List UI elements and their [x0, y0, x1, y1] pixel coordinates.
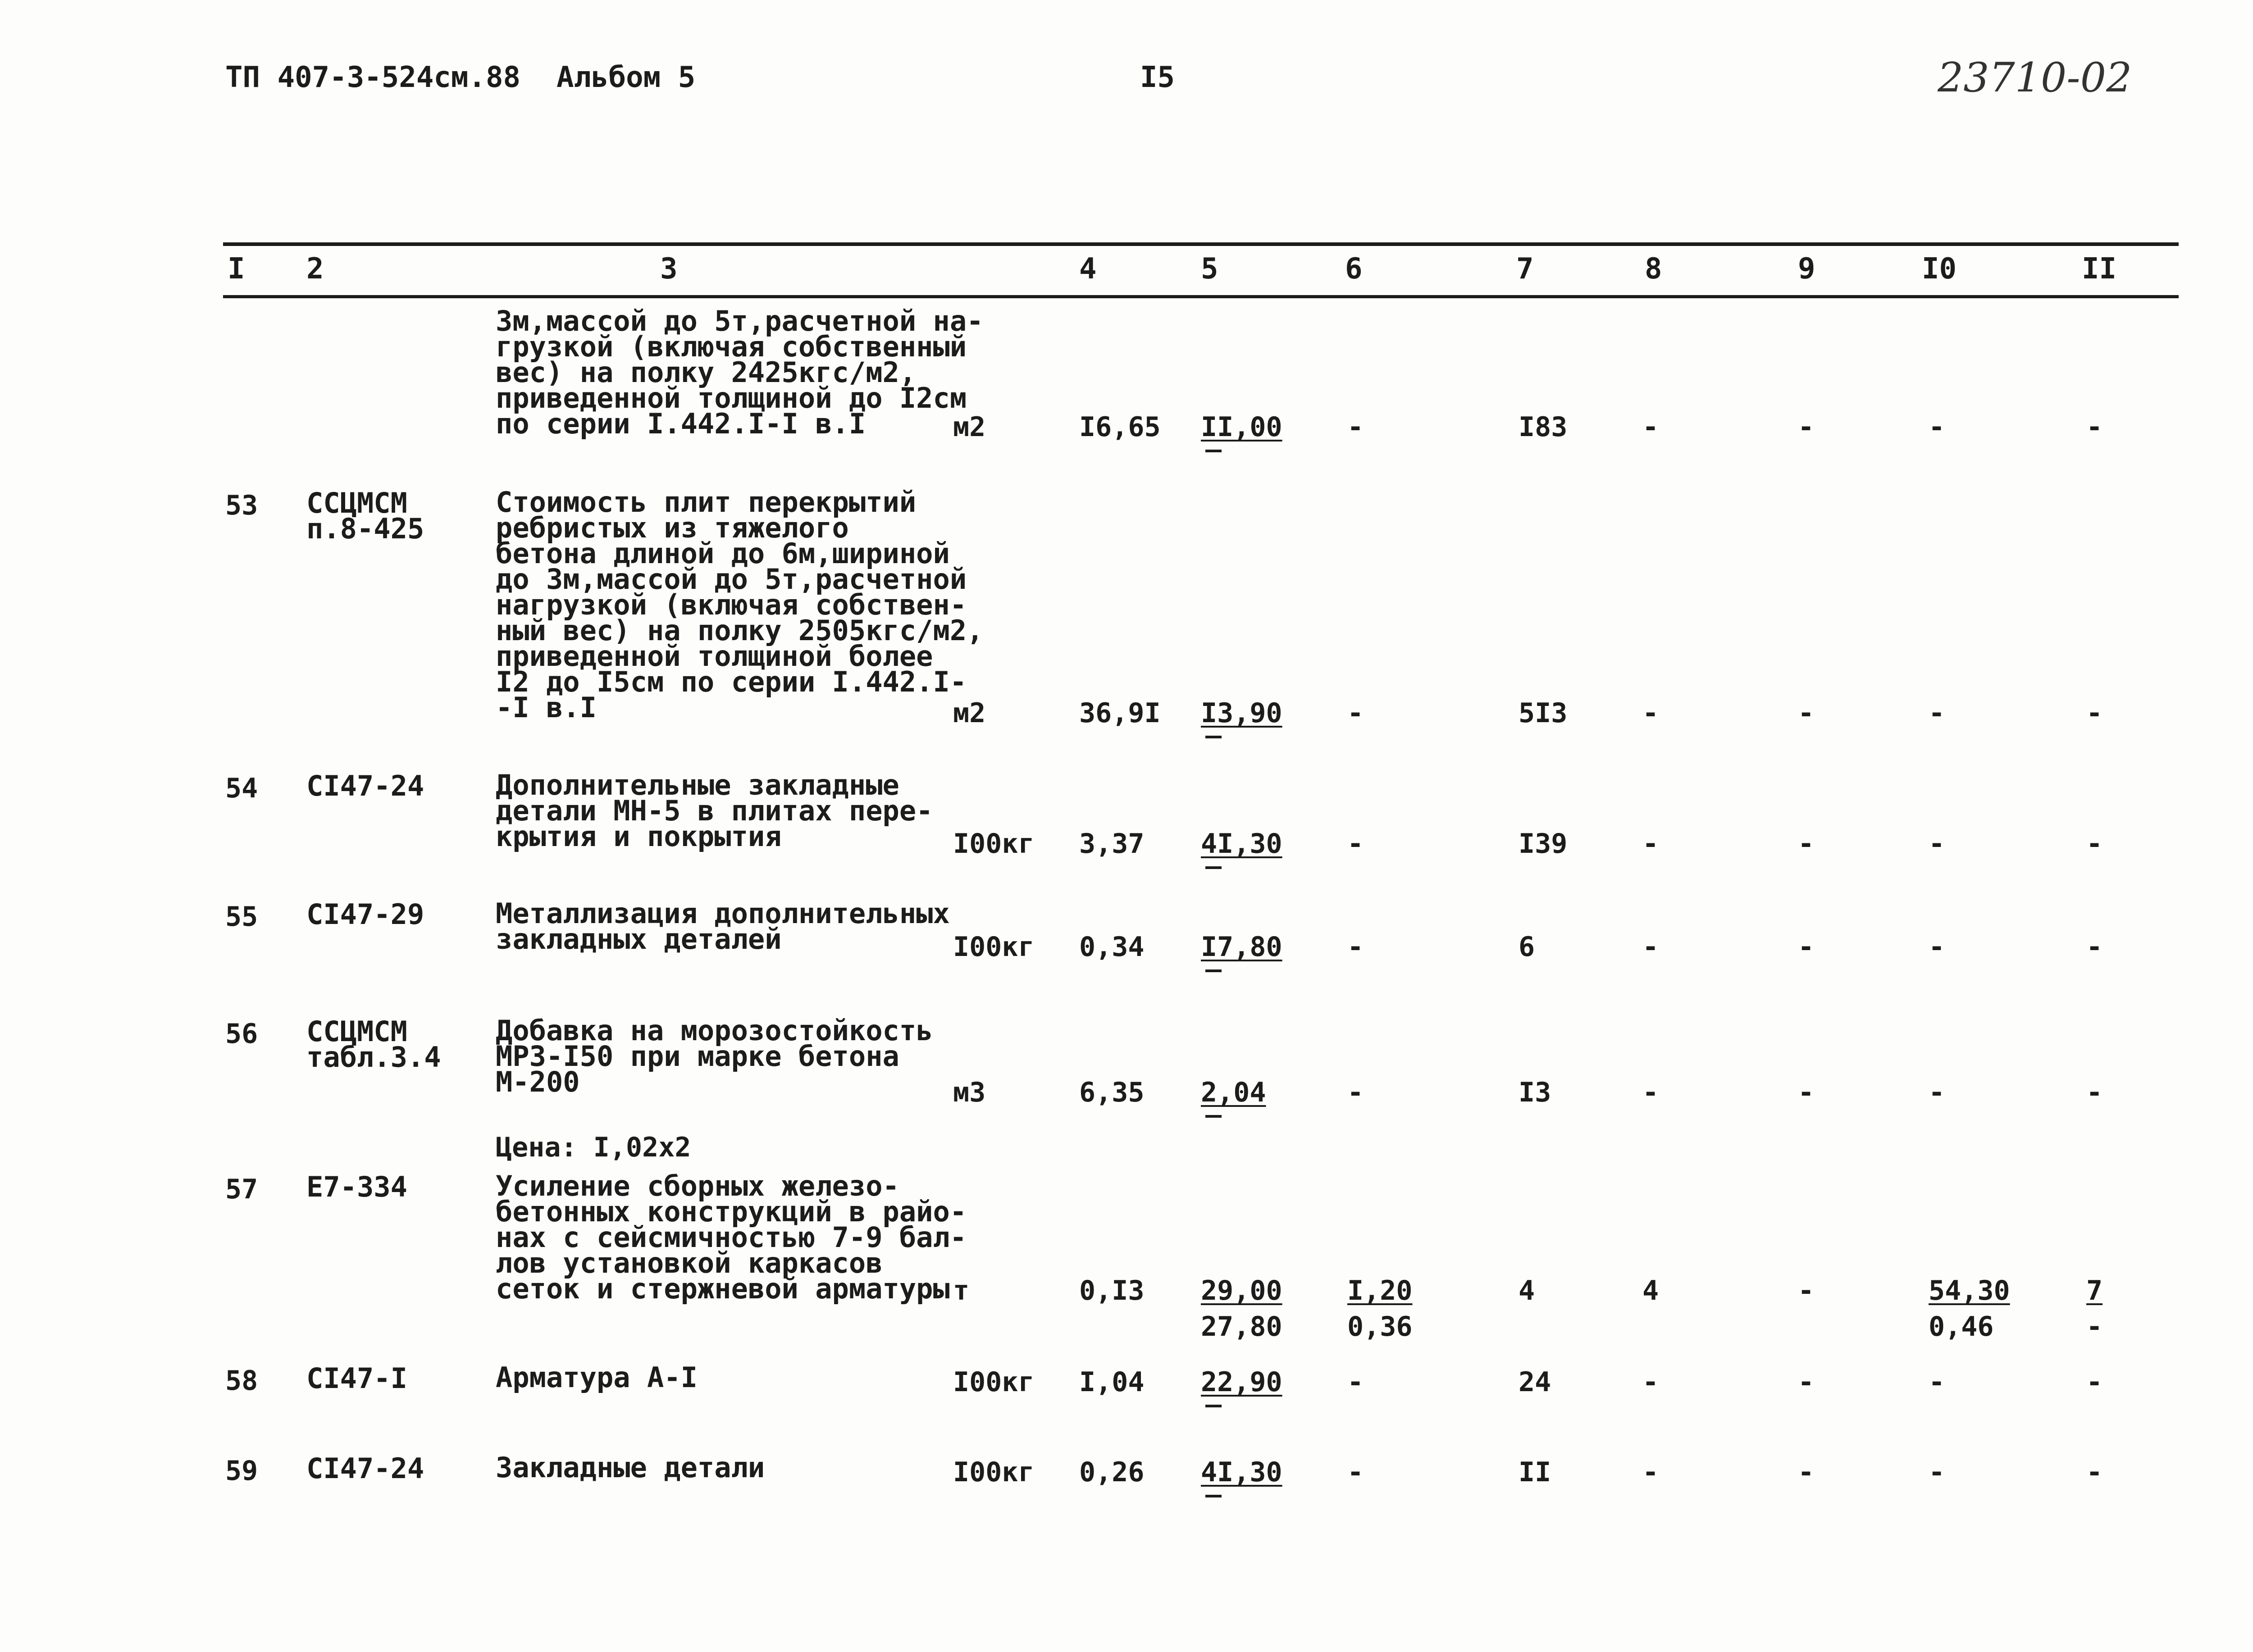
- page-number: I5: [1140, 61, 1175, 94]
- row-number: 54: [225, 773, 258, 804]
- quantity-cell: 3,37: [1079, 828, 1145, 860]
- unit-price-wage: 27,80: [1201, 1311, 1282, 1343]
- col-9-cell: -: [1798, 1275, 1815, 1306]
- col-6-wage: 0,36: [1347, 1311, 1413, 1343]
- col-9-cell: -: [1798, 1456, 1815, 1488]
- dash-mark: [1205, 736, 1222, 738]
- column-number: 3: [660, 252, 678, 286]
- dash-mark: [1205, 1115, 1222, 1118]
- unit-price-cell: I7,80: [1201, 931, 1282, 963]
- col-6-cell: -: [1347, 828, 1364, 860]
- unit-price-cell: 4I,30: [1201, 1456, 1282, 1488]
- col-8-cell: 4: [1642, 1275, 1659, 1306]
- column-number: 9: [1798, 252, 1815, 286]
- unit-cell: м2: [953, 411, 986, 443]
- col-9-cell: -: [1798, 1077, 1815, 1108]
- work-description: Дополнительные закладные детали МН-5 в плитах пере- крытия и покрытия: [496, 769, 933, 853]
- row-number: 59: [225, 1455, 258, 1487]
- col-10-cell: -: [1929, 828, 1945, 860]
- quantity-cell: 6,35: [1079, 1077, 1145, 1108]
- work-description: Усиление сборных железо- бетонных конструкций в райо- нах с сейсмичностью 7-9 бал- лов установкой каркасов сеток и стержневой арматуры: [496, 1170, 967, 1305]
- column-number: I: [228, 252, 245, 286]
- total-cost-cell: 24: [1519, 1366, 1551, 1398]
- unit-price-cell: 4I,30: [1201, 828, 1282, 860]
- series-label: ТП 407-3-524см.88: [225, 61, 521, 94]
- col-8-cell: -: [1642, 1366, 1659, 1398]
- unit-price-cell: II,00: [1201, 411, 1282, 443]
- album-label: Альбом 5: [556, 61, 696, 94]
- col-11-cell: -: [2086, 828, 2103, 860]
- dash-mark: [1205, 1495, 1222, 1497]
- work-description: Закладные детали: [496, 1451, 765, 1484]
- col-11-wage: -: [2086, 1311, 2103, 1343]
- col-10-cell: -: [1929, 1077, 1945, 1108]
- document-code: 23710-02: [1938, 54, 2132, 101]
- price-code: ССЦМСМ п.8-425: [306, 487, 424, 545]
- unit-price-cell: 22,90: [1201, 1366, 1282, 1398]
- column-number: 2: [306, 252, 324, 286]
- col-6-cell: -: [1347, 1077, 1364, 1108]
- col-11-cell: -: [2086, 1366, 2103, 1398]
- col-10-cell: -: [1929, 1366, 1945, 1398]
- col-9-cell: -: [1798, 697, 1815, 729]
- column-number: 7: [1516, 252, 1534, 286]
- work-description: Арматура А-I: [496, 1361, 698, 1394]
- column-number: 6: [1345, 252, 1363, 286]
- col-8-cell: -: [1642, 828, 1659, 860]
- col-6-cell: -: [1347, 1456, 1364, 1488]
- col-6-cell: -: [1347, 697, 1364, 729]
- total-cost-cell: 5I3: [1519, 697, 1568, 729]
- unit-price-cell: 29,00: [1201, 1275, 1282, 1306]
- col-6-cell: I,20: [1347, 1275, 1413, 1306]
- row-number: 55: [225, 901, 258, 933]
- col-8-cell: -: [1642, 411, 1659, 443]
- dash-mark: [1205, 866, 1222, 869]
- unit-cell: м3: [953, 1077, 986, 1108]
- total-cost-cell: 6: [1519, 931, 1535, 963]
- total-cost-cell: I83: [1519, 411, 1568, 443]
- quantity-cell: 36,9I: [1079, 697, 1161, 729]
- dash-mark: [1205, 450, 1222, 452]
- unit-cell: м2: [953, 697, 986, 729]
- col-9-cell: -: [1798, 411, 1815, 443]
- total-cost-cell: I3: [1519, 1077, 1551, 1108]
- row-number: 57: [225, 1174, 258, 1205]
- col-11-cell: -: [2086, 697, 2103, 729]
- column-number: 5: [1201, 252, 1218, 286]
- unit-cell: т: [953, 1275, 970, 1306]
- row-number: 53: [225, 490, 258, 521]
- col-10-wage: 0,46: [1929, 1311, 1994, 1343]
- quantity-cell: 0,I3: [1079, 1275, 1145, 1306]
- row-number: 56: [225, 1018, 258, 1050]
- price-note: Цена: I,02х2: [496, 1132, 691, 1163]
- col-11-cell: 7: [2086, 1275, 2103, 1306]
- price-code: CI47-I: [306, 1362, 407, 1395]
- col-10-cell: -: [1929, 1456, 1945, 1488]
- col-9-cell: -: [1798, 1366, 1815, 1398]
- work-description: Добавка на морозостойкость МРЗ-I50 при марке бетона М-200: [496, 1014, 933, 1098]
- dash-mark: [1205, 969, 1222, 972]
- col-10-cell: -: [1929, 931, 1945, 963]
- column-number: 8: [1645, 252, 1662, 286]
- price-code: ССЦМСМ табл.3.4: [306, 1015, 441, 1074]
- column-number: II: [2082, 252, 2117, 286]
- col-9-cell: -: [1798, 828, 1815, 860]
- work-description: Металлизация дополнительных закладных деталей: [496, 897, 950, 956]
- col-6-cell: -: [1347, 931, 1364, 963]
- dash-mark: [1205, 1405, 1222, 1407]
- total-cost-cell: II: [1519, 1456, 1551, 1488]
- col-11-cell: -: [2086, 1456, 2103, 1488]
- column-number: I0: [1922, 252, 1957, 286]
- table-header-rule: [223, 295, 2179, 298]
- col-8-cell: -: [1642, 1077, 1659, 1108]
- unit-cell: I00кг: [953, 1366, 1035, 1398]
- price-code: CI47-29: [306, 898, 424, 931]
- col-10-cell: -: [1929, 697, 1945, 729]
- total-cost-cell: I39: [1519, 828, 1568, 860]
- price-code: E7-334: [306, 1170, 407, 1203]
- col-9-cell: -: [1798, 931, 1815, 963]
- unit-price-cell: I3,90: [1201, 697, 1282, 729]
- col-6-cell: -: [1347, 1366, 1364, 1398]
- col-6-cell: -: [1347, 411, 1364, 443]
- quantity-cell: I6,65: [1079, 411, 1161, 443]
- col-11-cell: -: [2086, 931, 2103, 963]
- price-code: CI47-24: [306, 769, 424, 802]
- total-cost-cell: 4: [1519, 1275, 1535, 1306]
- unit-cell: I00кг: [953, 828, 1035, 860]
- unit-cell: I00кг: [953, 931, 1035, 963]
- quantity-cell: 0,26: [1079, 1456, 1145, 1488]
- col-8-cell: -: [1642, 931, 1659, 963]
- unit-cell: I00кг: [953, 1456, 1035, 1488]
- work-description: 3м,массой до 5т,расчетной на- грузкой (включая собственный вес) на полку 2425кгс/м2, приведенной толщиной до I2см по серии I.442.I-I в.I: [496, 305, 984, 440]
- unit-price-cell: 2,04: [1201, 1077, 1266, 1108]
- row-number: 58: [225, 1365, 258, 1397]
- work-description: Стоимость плит перекрытий ребристых из тяжелого бетона длиной до 6м,шириной до 3м,массой до 5т,расчетной нагрузкой (включая собствен- ный вес) на полку 2505кгс/м2, приведенной толщиной более I2 до I5см по серии I.442.I- -I в.I: [496, 486, 984, 724]
- column-number: 4: [1079, 252, 1097, 286]
- table-top-rule: [223, 242, 2179, 246]
- col-11-cell: -: [2086, 1077, 2103, 1108]
- quantity-cell: 0,34: [1079, 931, 1145, 963]
- col-10-cell: -: [1929, 411, 1945, 443]
- col-8-cell: -: [1642, 697, 1659, 729]
- price-code: CI47-24: [306, 1452, 424, 1485]
- quantity-cell: I,04: [1079, 1366, 1145, 1398]
- col-11-cell: -: [2086, 411, 2103, 443]
- col-8-cell: -: [1642, 1456, 1659, 1488]
- col-10-cell: 54,30: [1929, 1275, 2010, 1306]
